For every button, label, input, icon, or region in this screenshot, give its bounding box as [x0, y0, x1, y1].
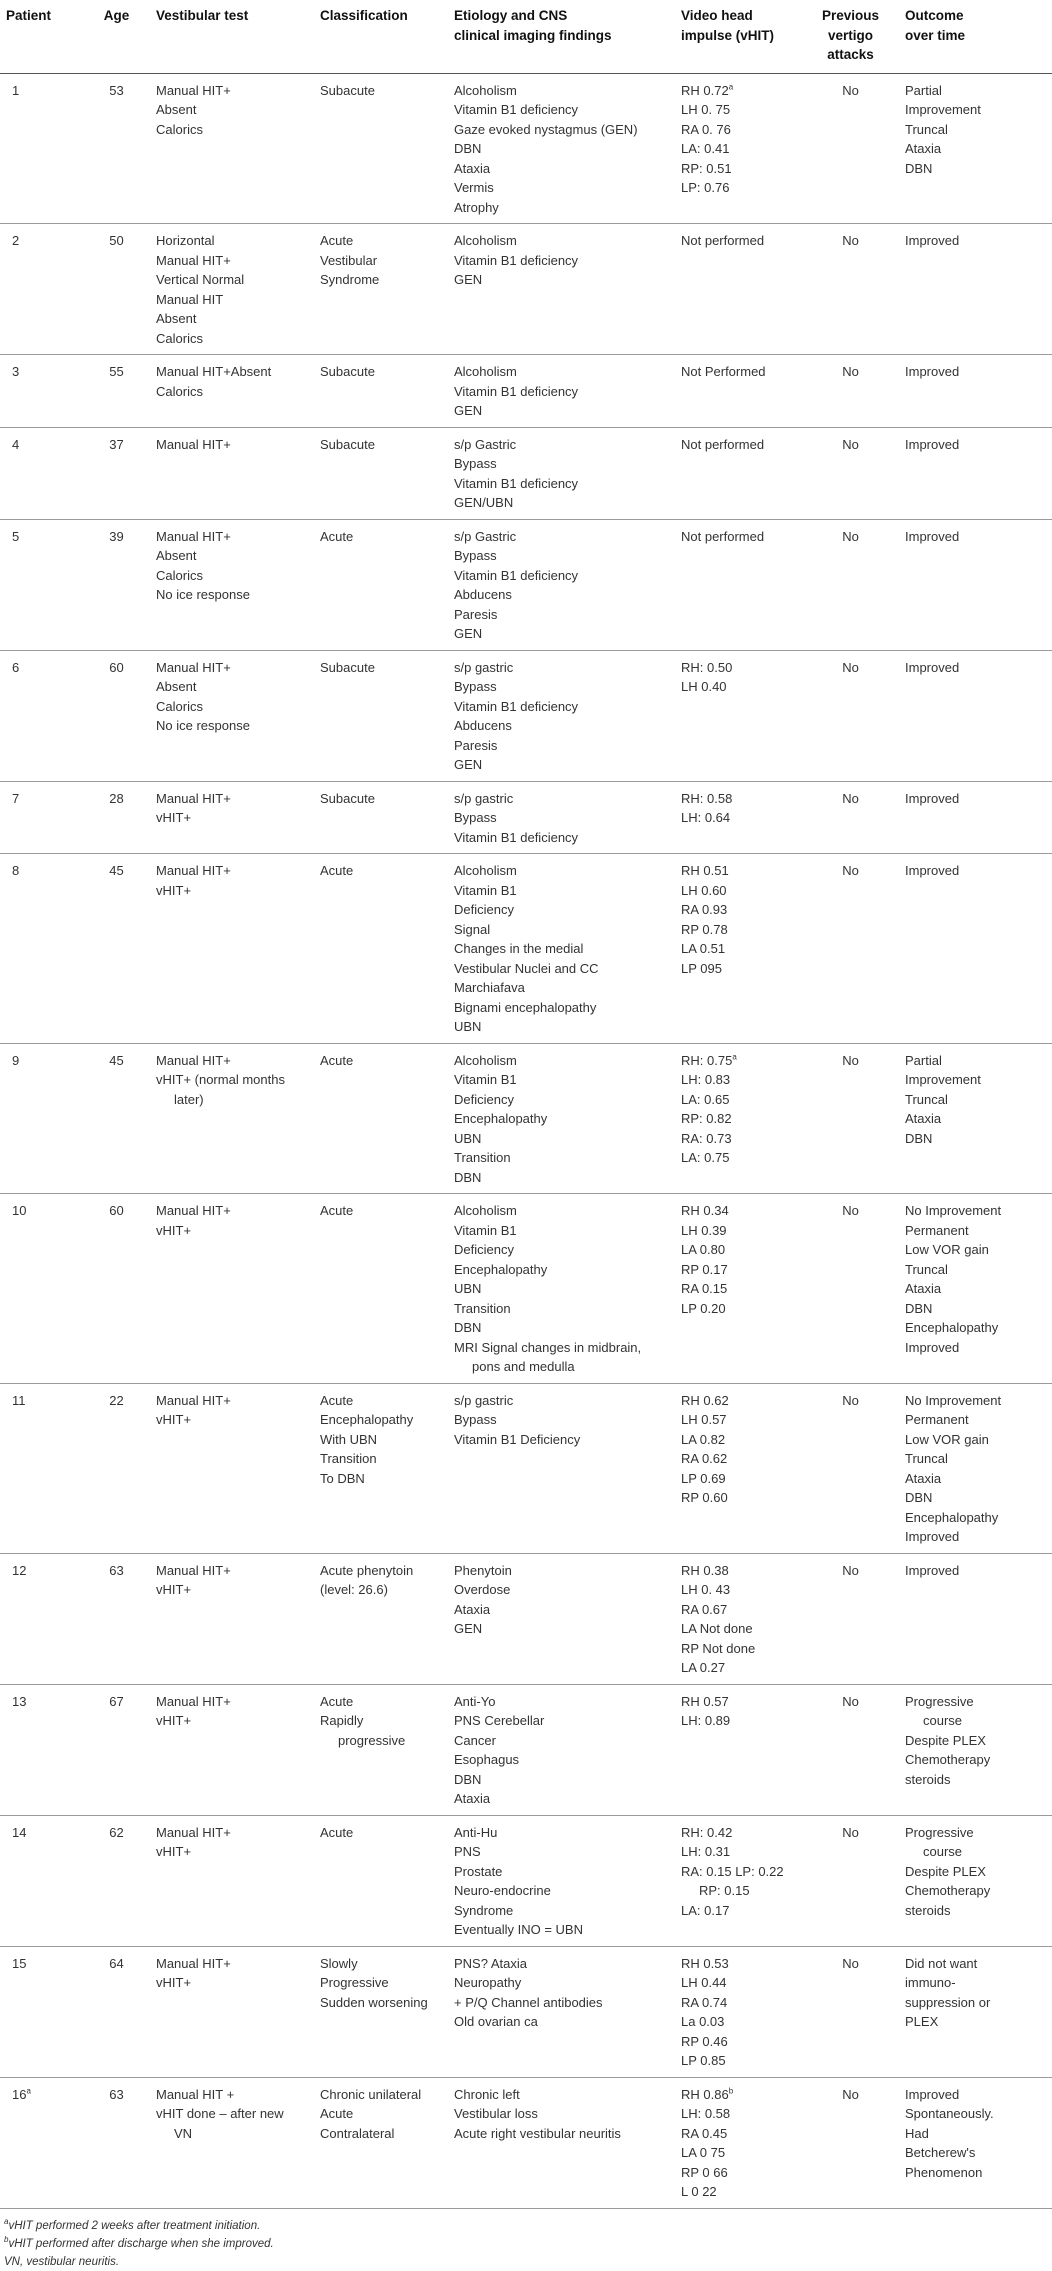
cell-age: 22	[81, 1383, 150, 1553]
cell-outcome: Improved	[899, 427, 1052, 519]
cell-vestibular-test: Manual HIT+ vHIT+	[150, 1553, 314, 1684]
table-row	[0, 2077, 1052, 2208]
cell-patient: 7	[0, 781, 81, 854]
cell-classification: Acute	[314, 854, 448, 1044]
cell-age: 64	[81, 1946, 150, 2077]
cell-age: 60	[81, 650, 150, 781]
cell-previous-vertigo: No	[800, 73, 899, 224]
cell-previous-vertigo: No	[800, 1383, 899, 1553]
cell-etiology: Phenytoin Overdose Ataxia GEN	[448, 1553, 675, 1684]
cell-classification: Acute	[314, 519, 448, 650]
cell-patient: 10	[0, 1194, 81, 1384]
cell-vhit: RH 0.86$^b$ LH: 0.58 RA 0.45 LA 0 75 RP 0 66 L 0 22	[675, 2077, 800, 2208]
table-row	[0, 1043, 1052, 1194]
cell-vestibular-test: Manual HIT+ Absent Calorics No ice response	[150, 650, 314, 781]
cell-previous-vertigo: No	[800, 2077, 899, 2208]
footnote: $^b$vHIT performed after discharge when she improved.	[4, 2234, 274, 2250]
cell-age: 55	[81, 355, 150, 428]
cell-classification: Acute	[314, 1194, 448, 1384]
cell-patient: 13	[0, 1684, 81, 1815]
table-row	[0, 427, 1052, 519]
cell-vestibular-test: Horizontal Manual HIT+ Vertical Normal Manual HIT Absent Calorics	[150, 224, 314, 355]
cell-age: 39	[81, 519, 150, 650]
cell-classification: Acute phenytoin (level: 26.6)	[314, 1553, 448, 1684]
cell-outcome: Improved	[899, 1553, 1052, 1684]
cell-classification: Subacute	[314, 427, 448, 519]
cell-etiology: Anti-Hu PNS Prostate Neuro-endocrine Syndrome Eventually INO = UBN	[448, 1815, 675, 1946]
header-previous: Previous vertigo attacks	[800, 0, 899, 73]
cell-previous-vertigo: No	[800, 1684, 899, 1815]
cell-etiology: Chronic left Vestibular loss Acute right vestibular neuritis	[448, 2077, 675, 2208]
cell-classification: Acute	[314, 1043, 448, 1194]
header-outcome: Outcome over time	[899, 0, 1052, 73]
cell-etiology: Alcoholism Vitamin B1 deficiency GEN	[448, 224, 675, 355]
cell-etiology: Alcoholism Vitamin B1 Deficiency Encephalopathy UBN Transition DBN	[448, 1043, 675, 1194]
table-row	[0, 355, 1052, 428]
cell-vestibular-test: Manual HIT+ vHIT+	[150, 1684, 314, 1815]
cell-age: 45	[81, 854, 150, 1044]
cell-vhit: RH 0.57 LH: 0.89	[675, 1684, 800, 1815]
table-row	[0, 854, 1052, 1044]
table-row	[0, 1194, 1052, 1384]
cell-outcome: Partial Improvement Truncal Ataxia DBN	[899, 73, 1052, 224]
cell-etiology: PNS? Ataxia Neuropathy + P/Q Channel antibodies Old ovarian ca	[448, 1946, 675, 2077]
cell-outcome: Progressive course Despite PLEX Chemotherapy steroids	[899, 1815, 1052, 1946]
cell-classification: Acute Vestibular Syndrome	[314, 224, 448, 355]
cell-etiology: s/p gastric Bypass Vitamin B1 deficiency Abducens Paresis GEN	[448, 650, 675, 781]
table-row	[0, 1684, 1052, 1815]
header-etiology: Etiology and CNS clinical imaging findings	[448, 0, 675, 73]
cell-vhit: Not performed	[675, 519, 800, 650]
cell-age: 63	[81, 1553, 150, 1684]
cell-outcome: Progressive course Despite PLEX Chemotherapy steroids	[899, 1684, 1052, 1815]
cell-patient: 3	[0, 355, 81, 428]
cell-outcome: Improved	[899, 854, 1052, 1044]
table-row	[0, 781, 1052, 854]
footnote: $^a$vHIT performed 2 weeks after treatment initiation.	[4, 2216, 261, 2232]
cell-etiology: Alcoholism Vitamin B1 Deficiency Encephalopathy UBN Transition DBN MRI Signal changes in midbrain, pons and medulla	[448, 1194, 675, 1384]
cell-patient: 8	[0, 854, 81, 1044]
cell-patient: 14	[0, 1815, 81, 1946]
cell-previous-vertigo: No	[800, 519, 899, 650]
table-footnotes	[0, 2209, 1052, 2271]
cell-classification: Slowly Progressive Sudden worsening	[314, 1946, 448, 2077]
cell-previous-vertigo: No	[800, 1194, 899, 1384]
cell-previous-vertigo: No	[800, 427, 899, 519]
cell-classification: Chronic unilateral Acute Contralateral	[314, 2077, 448, 2208]
table-row	[0, 1553, 1052, 1684]
cell-etiology: Alcoholism Vitamin B1 deficiency Gaze evoked nystagmus (GEN) DBN Ataxia Vermis Atrophy	[448, 73, 675, 224]
cell-etiology: Anti-Yo PNS Cerebellar Cancer Esophagus DBN Ataxia	[448, 1684, 675, 1815]
cell-vestibular-test: Manual HIT+ vHIT+	[150, 781, 314, 854]
cell-age: 28	[81, 781, 150, 854]
cell-patient: 15	[0, 1946, 81, 2077]
cell-age: 45	[81, 1043, 150, 1194]
cell-outcome: Improved	[899, 355, 1052, 428]
cell-classification: Acute	[314, 1815, 448, 1946]
cell-age: 67	[81, 1684, 150, 1815]
cell-vhit: RH 0.53 LH 0.44 RA 0.74 La 0.03 RP 0.46 LP 0.85	[675, 1946, 800, 2077]
cell-classification: Subacute	[314, 355, 448, 428]
cell-vhit: RH: 0.50 LH 0.40	[675, 650, 800, 781]
cell-previous-vertigo: No	[800, 1553, 899, 1684]
cell-patient: 9	[0, 1043, 81, 1194]
cell-patient: 4	[0, 427, 81, 519]
cell-vestibular-test: Manual HIT+ Absent Calorics No ice response	[150, 519, 314, 650]
cell-vestibular-test: Manual HIT+Absent Calorics	[150, 355, 314, 428]
header-classification: Classification	[314, 0, 448, 73]
cell-patient: 1	[0, 73, 81, 224]
cell-outcome: Improved	[899, 224, 1052, 355]
cell-vhit: Not performed	[675, 427, 800, 519]
cell-previous-vertigo: No	[800, 1043, 899, 1194]
cell-patient: 2	[0, 224, 81, 355]
cell-vestibular-test: Manual HIT+ vHIT+ (normal months later)	[150, 1043, 314, 1194]
cell-vestibular-test: Manual HIT+ vHIT+	[150, 1815, 314, 1946]
header-vhit: Video head impulse (vHIT)	[675, 0, 800, 73]
cell-classification: Subacute	[314, 73, 448, 224]
cell-vestibular-test: Manual HIT+	[150, 427, 314, 519]
cell-etiology: s/p gastric Bypass Vitamin B1 Deficiency	[448, 1383, 675, 1553]
cell-age: 37	[81, 427, 150, 519]
cell-outcome: Improved	[899, 781, 1052, 854]
cell-patient: 16$^a$	[0, 2077, 81, 2208]
cell-vestibular-test: Manual HIT+ vHIT+	[150, 1194, 314, 1384]
table-row	[0, 1815, 1052, 1946]
cell-etiology: s/p Gastric Bypass Vitamin B1 deficiency GEN/UBN	[448, 427, 675, 519]
cell-vhit: RH 0.38 LH 0. 43 RA 0.67 LA Not done RP Not done LA 0.27	[675, 1553, 800, 1684]
cell-previous-vertigo: No	[800, 854, 899, 1044]
cell-age: 62	[81, 1815, 150, 1946]
cell-outcome: Did not want immuno- suppression or PLEX	[899, 1946, 1052, 2077]
cell-vestibular-test: Manual HIT + vHIT done – after new VN	[150, 2077, 314, 2208]
cell-classification: Subacute	[314, 650, 448, 781]
header-row	[0, 0, 1052, 73]
cell-previous-vertigo: No	[800, 1815, 899, 1946]
cell-vhit: RH 0.62 LH 0.57 LA 0.82 RA 0.62 LP 0.69 RP 0.60	[675, 1383, 800, 1553]
cell-vhit: RH: 0.75$^a$ LH: 0.83 LA: 0.65 RP: 0.82 RA: 0.73 LA: 0.75	[675, 1043, 800, 1194]
cell-patient: 11	[0, 1383, 81, 1553]
cell-outcome: Partial Improvement Truncal Ataxia DBN	[899, 1043, 1052, 1194]
cell-vhit: RH: 0.42 LH: 0.31 RA: 0.15 LP: 0.22 RP: 0.15 LA: 0.17	[675, 1815, 800, 1946]
cell-outcome: Improved Spontaneously. Had Betcherew's Phenomenon	[899, 2077, 1052, 2208]
header-patient: Patient	[0, 0, 81, 73]
cell-etiology: Alcoholism Vitamin B1 Deficiency Signal Changes in the medial Vestibular Nuclei and CC Marchiafava Bignami encephalopathy UBN	[448, 854, 675, 1044]
cell-vhit: RH 0.72$^a$ LH 0. 75 RA 0. 76 LA: 0.41 RP: 0.51 LP: 0.76	[675, 73, 800, 224]
cell-etiology: Alcoholism Vitamin B1 deficiency GEN	[448, 355, 675, 428]
table-row	[0, 224, 1052, 355]
table-row	[0, 1383, 1052, 1553]
table-row	[0, 1946, 1052, 2077]
cell-previous-vertigo: No	[800, 355, 899, 428]
footnote: VN, vestibular neuritis.	[4, 2255, 120, 2268]
cell-vhit: RH 0.34 LH 0.39 LA 0.80 RP 0.17 RA 0.15 LP 0.20	[675, 1194, 800, 1384]
cell-previous-vertigo: No	[800, 224, 899, 355]
cell-outcome: Improved	[899, 519, 1052, 650]
cell-vhit: RH 0.51 LH 0.60 RA 0.93 RP 0.78 LA 0.51 LP 095	[675, 854, 800, 1044]
table-row	[0, 519, 1052, 650]
cell-outcome: No Improvement Permanent Low VOR gain Truncal Ataxia DBN Encephalopathy Improved	[899, 1194, 1052, 1384]
cell-age: 63	[81, 2077, 150, 2208]
cell-vhit: Not performed	[675, 224, 800, 355]
cell-previous-vertigo: No	[800, 781, 899, 854]
cell-classification: Acute Encephalopathy With UBN Transition To DBN	[314, 1383, 448, 1553]
cell-vestibular-test: Manual HIT+ Absent Calorics	[150, 73, 314, 224]
cell-previous-vertigo: No	[800, 1946, 899, 2077]
cell-outcome: No Improvement Permanent Low VOR gain Truncal Ataxia DBN Encephalopathy Improved	[899, 1383, 1052, 1553]
cell-age: 60	[81, 1194, 150, 1384]
cell-outcome: Improved	[899, 650, 1052, 781]
table-row	[0, 650, 1052, 781]
cell-patient: 5	[0, 519, 81, 650]
cell-vestibular-test: Manual HIT+ vHIT+	[150, 1946, 314, 2077]
cell-classification: Acute Rapidly progressive	[314, 1684, 448, 1815]
cell-vestibular-test: Manual HIT+ vHIT+	[150, 854, 314, 1044]
table-row	[0, 73, 1052, 224]
header-vestibular: Vestibular test	[150, 0, 314, 73]
cell-etiology: s/p Gastric Bypass Vitamin B1 deficiency Abducens Paresis GEN	[448, 519, 675, 650]
header-age: Age	[81, 0, 150, 73]
cell-vestibular-test: Manual HIT+ vHIT+	[150, 1383, 314, 1553]
cell-vhit: Not Performed	[675, 355, 800, 428]
cell-previous-vertigo: No	[800, 650, 899, 781]
cell-classification: Subacute	[314, 781, 448, 854]
cell-vhit: RH: 0.58 LH: 0.64	[675, 781, 800, 854]
cell-age: 53	[81, 73, 150, 224]
cell-patient: 12	[0, 1553, 81, 1684]
cell-age: 50	[81, 224, 150, 355]
cell-patient: 6	[0, 650, 81, 781]
cell-etiology: s/p gastric Bypass Vitamin B1 deficiency	[448, 781, 675, 854]
